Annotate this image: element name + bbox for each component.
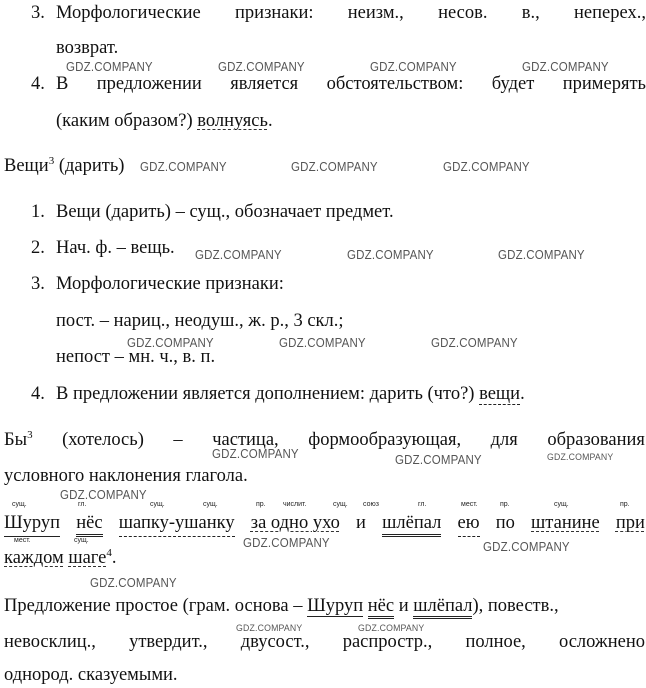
list-number: 3. xyxy=(31,274,45,294)
adverbial-word: волнуясь xyxy=(197,111,268,131)
watermark: GDZ.COMPANY xyxy=(218,60,305,74)
text: полное, xyxy=(465,632,526,652)
pos-label: сущ. xyxy=(554,501,569,508)
pos-label: гл. xyxy=(78,501,87,508)
pos-label: сущ. xyxy=(203,501,218,508)
text: – xyxy=(173,430,183,450)
watermark: GDZ.COMPANY xyxy=(212,447,299,461)
pos-label: сущ. xyxy=(12,501,27,508)
watermark: GDZ.COMPANY xyxy=(483,540,570,554)
text: осложнено xyxy=(558,632,645,652)
watermark: GDZ.COMPANY xyxy=(140,160,227,174)
item2: Нач. ф. – вещь. xyxy=(56,238,175,258)
pos-label: сущ. xyxy=(74,537,89,544)
conjunction: и xyxy=(356,513,366,533)
watermark: GDZ.COMPANY xyxy=(498,248,585,262)
text: ), повеств., xyxy=(472,596,559,616)
text: неперех., xyxy=(574,3,646,23)
watermark: GDZ.COMPANY xyxy=(443,160,530,174)
pos-label: пр. xyxy=(256,501,266,508)
text: распростр., xyxy=(342,632,433,652)
text: (хотелось) xyxy=(62,430,144,450)
pos-label: гл. xyxy=(418,501,427,508)
watermark: GDZ.COMPANY xyxy=(127,336,214,350)
particle-line1 xyxy=(4,429,645,451)
text: будет xyxy=(491,74,535,94)
pos-label: союз xyxy=(363,501,379,508)
subject-word: Шуруп xyxy=(4,512,60,537)
text: образования xyxy=(547,430,645,450)
adverbial-word: за одно ухо xyxy=(250,513,340,533)
text: признаки: xyxy=(235,3,314,23)
text: в., xyxy=(521,3,540,23)
pos-label: пр. xyxy=(500,501,510,508)
sentence-line2 xyxy=(4,547,116,569)
object-word: вещи xyxy=(479,384,521,404)
text: формообразующая, xyxy=(308,430,462,450)
text: утвердит., xyxy=(129,632,208,652)
text: (дарить) xyxy=(54,156,125,176)
watermark: GDZ.COMPANY xyxy=(60,488,147,502)
pos-label: сущ. xyxy=(333,501,348,508)
text: Морфологические xyxy=(56,3,201,23)
item4-line2 xyxy=(56,110,273,132)
item3: Морфологические признаки: xyxy=(56,274,284,294)
watermark: GDZ.COMPANY xyxy=(395,453,482,467)
text: неизм., xyxy=(347,3,404,23)
particle-line2: условного наклонения глагола. xyxy=(4,466,248,486)
list-number: 1. xyxy=(31,202,45,222)
text: Предложение простое (грам. основа – xyxy=(4,596,308,616)
watermark: GDZ.COMPANY xyxy=(236,623,303,634)
predicate-word: шлёпал xyxy=(413,596,472,619)
text: двусост., xyxy=(240,632,310,652)
text: невосклиц., xyxy=(4,632,96,652)
adverbial-word: шаге xyxy=(68,548,107,568)
list-number: 4. xyxy=(31,384,45,404)
list-number: 3. xyxy=(31,3,45,23)
list-number: 2. xyxy=(31,238,45,258)
post-line: пост. – нариц., неодуш., ж. р., 3 скл.; xyxy=(56,311,344,331)
text: примерять xyxy=(562,74,646,94)
adverbial-word: штанине xyxy=(531,513,600,533)
text: Вещи xyxy=(4,156,49,176)
predicate-word: нёс xyxy=(76,512,102,537)
text: и xyxy=(394,596,414,616)
heading-veshchi xyxy=(4,155,124,177)
text: . xyxy=(267,111,273,131)
text: В предложении является дополнением: дарить (что?) xyxy=(56,384,480,404)
item1: Вещи (дарить) – сущ., обозначает предмет. xyxy=(56,202,394,222)
watermark: GDZ.COMPANY xyxy=(243,536,330,550)
item3-line2: возврат. xyxy=(56,38,119,58)
item3-line1 xyxy=(56,2,646,24)
nepost-line: непост – мн. ч., в. п. xyxy=(56,347,216,367)
text: $Бы^3$ xyxy=(4,429,33,450)
predicate-word: нёс xyxy=(368,596,394,619)
watermark: GDZ.COMPANY xyxy=(547,452,614,463)
predicate-word: шлёпал xyxy=(382,512,441,537)
text: (каким образом?) xyxy=(56,111,198,131)
item4 xyxy=(56,383,525,405)
watermark: GDZ.COMPANY xyxy=(370,60,457,74)
analysis-line2 xyxy=(4,631,645,653)
text: для xyxy=(490,430,518,450)
item4-line1 xyxy=(56,73,646,95)
watermark: GDZ.COMPANY xyxy=(195,248,282,262)
pos-label: мест. xyxy=(14,537,31,544)
footnote-sup: 4 xyxy=(106,547,112,559)
text: является xyxy=(230,74,299,94)
adverbial-word: при xyxy=(615,513,645,533)
footnote-sup: 3 xyxy=(48,155,55,167)
watermark: GDZ.COMPANY xyxy=(279,336,366,350)
text: частица, xyxy=(212,430,279,450)
analysis-line3: однород. сказуемыми. xyxy=(4,665,178,685)
text: обстоятельством: xyxy=(326,74,464,94)
watermark: GDZ.COMPANY xyxy=(291,160,378,174)
watermark: GDZ.COMPANY xyxy=(90,576,177,590)
object-word: ею xyxy=(458,512,480,537)
preposition: по xyxy=(495,513,515,533)
text: предложении xyxy=(96,74,202,94)
object-word: шапку-ушанку xyxy=(119,512,235,537)
watermark: GDZ.COMPANY xyxy=(522,60,609,74)
list-number: 4. xyxy=(31,74,45,94)
watermark: GDZ.COMPANY xyxy=(431,336,518,350)
watermark: GDZ.COMPANY xyxy=(358,623,425,634)
text: . xyxy=(520,384,525,404)
text: . xyxy=(111,548,117,568)
watermark: GDZ.COMPANY xyxy=(347,248,434,262)
pos-label: мест. xyxy=(461,501,478,508)
watermark: GDZ.COMPANY xyxy=(66,60,153,74)
sentence-line1 xyxy=(4,512,645,537)
text: В xyxy=(56,74,69,94)
pos-label: сущ. xyxy=(150,501,165,508)
pos-label: пр. xyxy=(620,501,630,508)
pos-label: числит. xyxy=(283,501,307,508)
text: несов. xyxy=(438,3,488,23)
adverbial-word: каждом xyxy=(4,548,64,568)
analysis-line1 xyxy=(4,595,559,617)
subject-word: Шуруп xyxy=(307,596,364,616)
